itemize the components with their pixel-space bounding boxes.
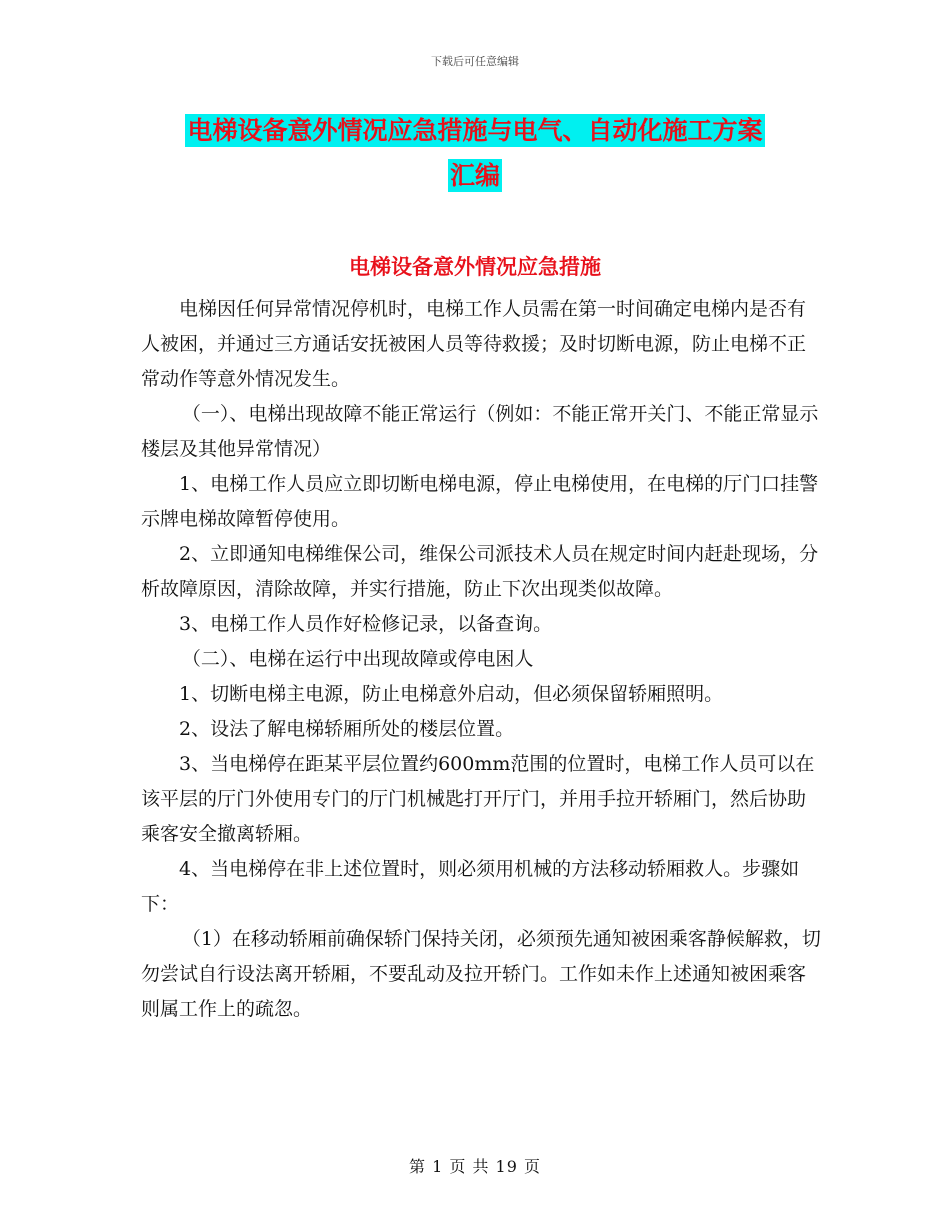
- document-title-line-2: 汇编: [449, 161, 500, 190]
- paragraph: 3、当电梯停在距某平层位置约600mm范围的位置时，电梯工作人员可以在该平层的厅门外使用专门的厅门机械匙打开厅门，并用手拉开轿厢门，然后协助乘客安全撤离轿厢。: [141, 753, 815, 845]
- document-body: [141, 292, 821, 1027]
- paragraph: 2、设法了解电梯轿厢所处的楼层位置。: [179, 718, 515, 740]
- paragraph: （二）、电梯在运行中出现故障或停电困人: [181, 648, 534, 670]
- page-number: 第 1 页 共 19 页: [409, 1157, 541, 1176]
- section-title: 电梯设备意外情况应急措施: [349, 255, 601, 279]
- paragraph: 1、电梯工作人员应立即切断电梯电源，停止电梯使用，在电梯的厅门口挂警示牌电梯故障暂停使用。: [141, 473, 819, 530]
- paragraph: （一）、电梯出现故障不能正常运行（例如：不能正常开关门、不能正常显示楼层及其他异常情况）: [141, 403, 819, 460]
- paragraph: 1、切断电梯主电源，防止电梯意外启动，但必须保留轿厢照明。: [179, 683, 724, 705]
- page-header-note: 下载后可任意编辑: [431, 55, 519, 68]
- paragraph: 2、立即通知电梯维保公司，维保公司派技术人员在规定时间内赶赴现场，分析故障原因，清除故障，并实行措施，防止下次出现类似故障。: [141, 543, 819, 600]
- paragraph: 4、当电梯停在非上述位置时，则必须用机械的方法移动轿厢救人。步骤如下：: [141, 858, 800, 915]
- paragraph: （1）在移动轿厢前确保轿门保持关闭，必须预先通知被困乘客静候解救，切勿尝试自行设法离开轿厢，不要乱动及拉开轿门。工作如未作上述通知被困乘客则属工作上的疏忽。: [141, 928, 821, 1020]
- document-title: [0, 108, 950, 198]
- paragraph: 电梯因任何异常情况停机时，电梯工作人员需在第一时间确定电梯内是否有人被困，并通过三方通话安抚被困人员等待救援；及时切断电源，防止电梯不正常动作等意外情况发生。: [141, 298, 807, 390]
- paragraph: 3、电梯工作人员作好检修记录，以备查询。: [179, 613, 553, 635]
- document-title-line-1: 电梯设备意外情况应急措施与电气、自动化施工方案: [187, 116, 763, 145]
